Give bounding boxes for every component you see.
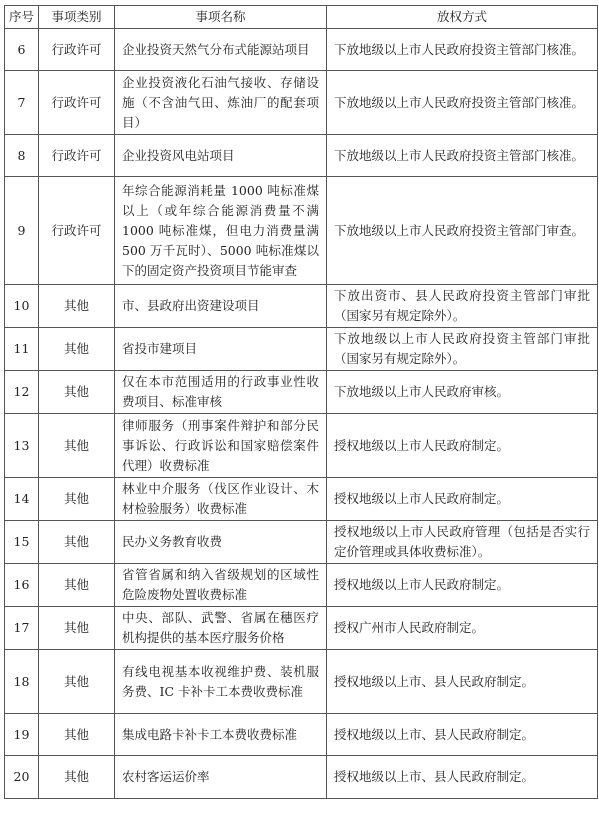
row-type: 行政许可 [39, 71, 115, 135]
row-method: 授权地级以上市人民政府制定。 [327, 478, 598, 521]
row-method: 授权地级以上市人民政府制定。 [327, 414, 598, 478]
row-number: 10 [5, 285, 39, 328]
row-type: 其他 [39, 521, 115, 564]
row-item-name: 企业投资风电站项目 [115, 135, 327, 177]
table-row [5, 607, 598, 650]
table-row [5, 328, 598, 371]
table-row [5, 756, 598, 799]
row-method: 授权广州市人民政府制定。 [327, 607, 598, 650]
table-row [5, 285, 598, 328]
row-item-name: 企业投资液化石油气接收、存储设施（不含油气田、炼油厂的配套项目） [115, 71, 327, 135]
row-number: 8 [5, 135, 39, 177]
row-method: 授权地级以上市、县人民政府制定。 [327, 650, 598, 714]
row-item-name: 有线电视基本收视维护费、装机服务费、IC 卡补卡工本费收费标准 [115, 650, 327, 714]
row-number: 15 [5, 521, 39, 564]
row-item-name: 市、县政府出资建设项目 [115, 285, 327, 328]
row-number: 17 [5, 607, 39, 650]
row-type: 其他 [39, 371, 115, 414]
table-row [5, 29, 598, 71]
header-row [5, 6, 598, 29]
row-method: 下放地级以上市人民政府投资主管部门核准。 [327, 135, 598, 177]
row-item-name: 年综合能源消耗量 1000 吨标准煤以上（或年综合能源消费量不满 1000 吨标准煤，但电力消费量满 500 万千瓦时）、5000 吨标准煤以下的固定资产投资项目节能审查 [115, 177, 327, 285]
row-number: 6 [5, 29, 39, 71]
table-row [5, 71, 598, 135]
row-type: 行政许可 [39, 177, 115, 285]
row-number: 13 [5, 414, 39, 478]
row-method: 授权地级以上市人民政府管理（包括是否实行定价管理或具体收费标准）。 [327, 521, 598, 564]
header-name: 事项名称 [115, 6, 327, 29]
table-row [5, 714, 598, 756]
row-type: 行政许可 [39, 135, 115, 177]
row-type: 其他 [39, 564, 115, 607]
row-method: 下放地级以上市人民政府投资主管部门审查。 [327, 177, 598, 285]
row-method: 下放出资市、县人民政府投资主管部门审批（国家另有规定除外）。 [327, 285, 598, 328]
row-number: 19 [5, 714, 39, 756]
row-method: 下放地级以上市人民政府审核。 [327, 371, 598, 414]
row-number: 7 [5, 71, 39, 135]
row-number: 16 [5, 564, 39, 607]
row-type: 其他 [39, 478, 115, 521]
row-item-name: 企业投资天然气分布式能源站项目 [115, 29, 327, 71]
row-number: 18 [5, 650, 39, 714]
table-row [5, 177, 598, 285]
row-method: 下放地级以上市人民政府投资主管部门核准。 [327, 29, 598, 71]
table-row [5, 135, 598, 177]
header-no: 序号 [5, 6, 39, 29]
row-item-name: 中央、部队、武警、省属在穗医疗机构提供的基本医疗服务价格 [115, 607, 327, 650]
row-type: 其他 [39, 607, 115, 650]
row-method: 授权地级以上市、县人民政府制定。 [327, 714, 598, 756]
row-number: 20 [5, 756, 39, 799]
table-row [5, 414, 598, 478]
row-item-name: 律师服务（刑事案件辩护和部分民事诉讼、行政诉讼和国家赔偿案件代理）收费标准 [115, 414, 327, 478]
table-row [5, 478, 598, 521]
row-type: 其他 [39, 714, 115, 756]
row-type: 其他 [39, 650, 115, 714]
row-number: 9 [5, 177, 39, 285]
row-method: 下放地级以上市人民政府投资主管部门核准。 [327, 71, 598, 135]
row-type: 其他 [39, 414, 115, 478]
table-row [5, 371, 598, 414]
table-row [5, 521, 598, 564]
header-type: 事项类别 [39, 6, 115, 29]
row-item-name: 民办义务教育收费 [115, 521, 327, 564]
row-item-name: 林业中介服务（伐区作业设计、木材检验服务）收费标准 [115, 478, 327, 521]
table-row [5, 650, 598, 714]
delegation-table [4, 5, 598, 799]
row-number: 14 [5, 478, 39, 521]
row-item-name: 仅在本市范围适用的行政事业性收费项目、标准审核 [115, 371, 327, 414]
row-type: 其他 [39, 756, 115, 799]
row-method: 授权地级以上市人民政府制定。 [327, 564, 598, 607]
row-method: 授权地级以上市、县人民政府制定。 [327, 756, 598, 799]
table-row [5, 564, 598, 607]
row-type: 其他 [39, 285, 115, 328]
header-method: 放权方式 [327, 6, 598, 29]
row-type: 行政许可 [39, 29, 115, 71]
row-item-name: 省管省属和纳入省级规划的区域性危险废物处置收费标准 [115, 564, 327, 607]
row-method: 下放地级以上市人民政府投资主管部门审批（国家另有规定除外）。 [327, 328, 598, 371]
row-item-name: 农村客运运价率 [115, 756, 327, 799]
row-item-name: 集成电路卡补卡工本费收费标准 [115, 714, 327, 756]
row-number: 12 [5, 371, 39, 414]
row-item-name: 省投市建项目 [115, 328, 327, 371]
row-type: 其他 [39, 328, 115, 371]
row-number: 11 [5, 328, 39, 371]
